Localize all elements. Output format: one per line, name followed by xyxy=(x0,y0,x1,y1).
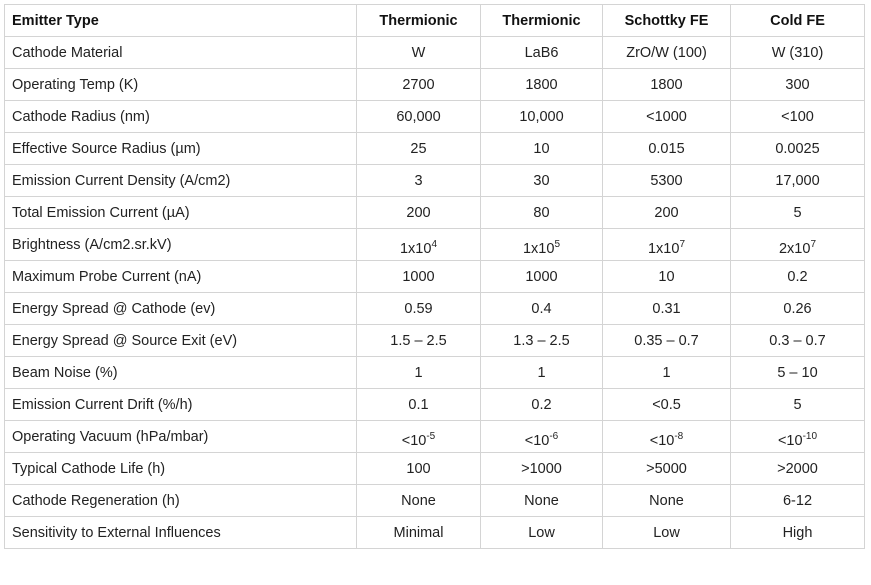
table-cell xyxy=(357,421,481,453)
cell-value xyxy=(531,301,551,317)
cell-text: 200 xyxy=(654,204,679,221)
table-cell xyxy=(603,453,731,485)
table-cell xyxy=(603,197,731,229)
cell-value xyxy=(513,333,569,349)
table-row xyxy=(5,101,865,133)
table-cell xyxy=(357,101,481,133)
row-label: Emission Current Density (A/cm2) xyxy=(5,165,357,197)
cell-text: 5 xyxy=(793,204,802,221)
table-row xyxy=(5,37,865,69)
cell-value xyxy=(650,77,682,93)
cell-text: W xyxy=(411,44,426,61)
cell-value xyxy=(781,109,814,125)
table-cell xyxy=(481,229,603,261)
cell-value xyxy=(654,205,678,221)
table-cell xyxy=(603,421,731,453)
table-row xyxy=(5,453,865,485)
cell-text: Low xyxy=(528,524,555,541)
cell-text: None xyxy=(401,492,436,509)
cell-text: 0.35 – 0.7 xyxy=(634,332,699,349)
cell-text: None xyxy=(649,492,684,509)
row-label: Typical Cathode Life (h) xyxy=(5,453,357,485)
cell-value xyxy=(537,365,545,381)
cell-text: Minimal xyxy=(393,524,444,541)
cell-value xyxy=(528,525,555,541)
cell-text: 0.2 xyxy=(787,268,808,285)
row-label: Beam Noise (%) xyxy=(5,357,357,389)
table-cell xyxy=(731,133,865,165)
table-cell xyxy=(481,485,603,517)
row-label: Energy Spread @ Cathode (ev) xyxy=(5,293,357,325)
cell-value xyxy=(408,397,428,413)
cell-text: 5 – 10 xyxy=(777,364,818,381)
cell-value xyxy=(533,141,549,157)
cell-text: 2x10 xyxy=(778,240,811,257)
table-cell xyxy=(603,165,731,197)
table-cell xyxy=(603,133,731,165)
table-cell xyxy=(357,229,481,261)
cell-text: >5000 xyxy=(646,460,687,477)
cell-text: LaB6 xyxy=(524,44,559,61)
table-cell xyxy=(481,133,603,165)
table-cell xyxy=(357,325,481,357)
cell-value xyxy=(414,173,422,189)
row-label: Emission Current Drift (%/h) xyxy=(5,389,357,421)
cell-value xyxy=(785,77,809,93)
cell-value xyxy=(793,205,801,221)
cell-text: <1000 xyxy=(646,108,687,125)
table-cell xyxy=(603,261,731,293)
cell-text: >2000 xyxy=(777,460,818,477)
cell-value xyxy=(649,493,684,509)
cell-text: 60,000 xyxy=(396,108,441,125)
header-cell: Emitter Type xyxy=(5,5,357,37)
cell-value xyxy=(769,333,825,349)
cell-text: 1 xyxy=(537,364,546,381)
row-label: Brightness (A/cm2.sr.kV) xyxy=(5,229,357,261)
cell-value xyxy=(662,365,670,381)
table-cell xyxy=(603,69,731,101)
table-cell xyxy=(603,37,731,69)
cell-value xyxy=(522,238,560,257)
table-cell xyxy=(481,453,603,485)
row-label: Energy Spread @ Source Exit (eV) xyxy=(5,325,357,357)
cell-value xyxy=(793,397,801,413)
cell-exponent: -8 xyxy=(674,430,684,442)
cell-value xyxy=(519,109,563,125)
cell-text: 300 xyxy=(785,76,810,93)
cell-value xyxy=(410,141,426,157)
cell-exponent: -10 xyxy=(802,430,818,442)
table-cell xyxy=(357,37,481,69)
table-cell xyxy=(731,389,865,421)
cell-text: High xyxy=(782,524,813,541)
cell-text: <10 xyxy=(524,432,550,449)
cell-value xyxy=(402,269,434,285)
header-cell: Schottky FE xyxy=(603,5,731,37)
cell-text: 0.0025 xyxy=(775,140,820,157)
cell-value xyxy=(394,525,444,541)
cell-text: 200 xyxy=(406,204,431,221)
table-cell xyxy=(481,69,603,101)
table-row xyxy=(5,165,865,197)
cell-text: 0.4 xyxy=(531,300,552,317)
cell-text: Low xyxy=(653,524,680,541)
cell-text: 80 xyxy=(533,204,550,221)
table-cell xyxy=(603,101,731,133)
table-row xyxy=(5,261,865,293)
cell-value xyxy=(634,333,699,349)
table-cell xyxy=(603,485,731,517)
cell-value xyxy=(646,461,687,477)
row-label: Total Emission Current (µA) xyxy=(5,197,357,229)
cell-text: 1x10 xyxy=(522,240,555,257)
cell-value xyxy=(401,493,436,509)
cell-text: <0.5 xyxy=(652,396,681,413)
cell-text: None xyxy=(524,492,559,509)
cell-text: 1000 xyxy=(525,268,558,285)
cell-text: <10 xyxy=(401,432,427,449)
cell-text: 2700 xyxy=(402,76,435,93)
cell-value xyxy=(396,109,440,125)
cell-exponent: -5 xyxy=(426,430,436,442)
cell-value xyxy=(775,173,819,189)
table-cell xyxy=(731,197,865,229)
table-row xyxy=(5,517,865,549)
cell-text: 25 xyxy=(410,140,427,157)
cell-value xyxy=(401,430,436,449)
cell-value xyxy=(777,461,818,477)
table-cell xyxy=(731,325,865,357)
table-cell xyxy=(357,357,481,389)
cell-text: 1.5 – 2.5 xyxy=(390,332,447,349)
header-row xyxy=(5,5,865,37)
cell-value xyxy=(525,77,557,93)
table-cell xyxy=(481,293,603,325)
table-cell xyxy=(357,197,481,229)
table-cell xyxy=(731,357,865,389)
row-label: Operating Temp (K) xyxy=(5,69,357,101)
table-cell xyxy=(481,389,603,421)
cell-value xyxy=(626,45,707,61)
cell-text: 1800 xyxy=(650,76,683,93)
table-cell xyxy=(731,261,865,293)
row-label: Sensitivity to External Influences xyxy=(5,517,357,549)
cell-value xyxy=(390,333,446,349)
cell-text: 5 xyxy=(793,396,802,413)
row-label: Cathode Material xyxy=(5,37,357,69)
cell-value xyxy=(658,269,674,285)
cell-text: 0.015 xyxy=(648,140,685,157)
cell-value xyxy=(778,238,816,257)
cell-text: 1x10 xyxy=(647,240,680,257)
table-cell xyxy=(481,517,603,549)
cell-value xyxy=(652,301,680,317)
cell-text: 1000 xyxy=(402,268,435,285)
table-cell xyxy=(481,357,603,389)
cell-value xyxy=(412,45,426,61)
cell-value xyxy=(521,461,562,477)
row-label: Cathode Radius (nm) xyxy=(5,101,357,133)
table-row xyxy=(5,485,865,517)
table-cell xyxy=(603,325,731,357)
cell-text: 6-12 xyxy=(782,492,813,509)
table-cell xyxy=(731,421,865,453)
cell-text: 0.1 xyxy=(408,396,429,413)
cell-text: W (310) xyxy=(771,44,824,61)
row-label: Maximum Probe Current (nA) xyxy=(5,261,357,293)
cell-value xyxy=(531,397,551,413)
cell-value xyxy=(650,173,682,189)
table-cell xyxy=(357,293,481,325)
row-label: Cathode Regeneration (h) xyxy=(5,485,357,517)
table-row xyxy=(5,293,865,325)
cell-value xyxy=(402,77,434,93)
cell-value xyxy=(787,269,807,285)
cell-value xyxy=(649,430,684,449)
table-cell xyxy=(481,325,603,357)
table-cell xyxy=(731,485,865,517)
cell-value xyxy=(777,430,818,449)
table-row xyxy=(5,69,865,101)
table-cell xyxy=(603,229,731,261)
cell-text: 100 xyxy=(406,460,431,477)
header-cell: Thermionic xyxy=(357,5,481,37)
row-label: Operating Vacuum (hPa/mbar) xyxy=(5,421,357,453)
table-cell xyxy=(731,37,865,69)
cell-value xyxy=(533,205,549,221)
table-cell xyxy=(731,517,865,549)
cell-value xyxy=(783,493,812,509)
cell-value xyxy=(783,301,811,317)
table-row xyxy=(5,389,865,421)
cell-text: 10 xyxy=(658,268,675,285)
table-row xyxy=(5,325,865,357)
cell-text: 1 xyxy=(414,364,423,381)
table-cell xyxy=(357,453,481,485)
cell-exponent: 4 xyxy=(431,238,437,250)
cell-text: 0.3 – 0.7 xyxy=(769,332,826,349)
cell-text: 5300 xyxy=(650,172,683,189)
cell-text: 0.2 xyxy=(531,396,552,413)
table-cell xyxy=(481,197,603,229)
table-cell xyxy=(731,101,865,133)
cell-value xyxy=(414,365,422,381)
table-cell xyxy=(357,69,481,101)
cell-value xyxy=(772,45,824,61)
cell-exponent: -6 xyxy=(549,430,559,442)
cell-value xyxy=(533,173,549,189)
cell-value xyxy=(525,45,559,61)
cell-value xyxy=(653,525,680,541)
row-label: Effective Source Radius (µm) xyxy=(5,133,357,165)
cell-text: <10 xyxy=(649,432,675,449)
emitter-comparison-table xyxy=(4,4,865,549)
table-cell xyxy=(603,357,731,389)
cell-text: 1 xyxy=(662,364,671,381)
cell-value xyxy=(777,365,817,381)
table-cell xyxy=(481,101,603,133)
header-cell: Cold FE xyxy=(731,5,865,37)
cell-value xyxy=(647,238,685,257)
cell-value xyxy=(646,109,687,125)
table-cell xyxy=(357,133,481,165)
table-cell xyxy=(357,261,481,293)
cell-text: 0.26 xyxy=(783,300,812,317)
table-cell xyxy=(731,229,865,261)
table-row xyxy=(5,357,865,389)
cell-value xyxy=(399,238,437,257)
cell-value xyxy=(775,141,819,157)
cell-value xyxy=(652,397,681,413)
table-cell xyxy=(357,165,481,197)
table-cell xyxy=(481,37,603,69)
cell-value xyxy=(783,525,813,541)
table-cell xyxy=(603,293,731,325)
table-body xyxy=(5,37,865,549)
table-cell xyxy=(731,69,865,101)
cell-value xyxy=(524,493,559,509)
cell-value xyxy=(406,461,430,477)
cell-text: 10,000 xyxy=(519,108,564,125)
table-cell xyxy=(731,453,865,485)
cell-text: 1x10 xyxy=(399,240,432,257)
table-row xyxy=(5,197,865,229)
cell-text: >1000 xyxy=(521,460,562,477)
cell-exponent: 7 xyxy=(679,238,685,250)
cell-text: 10 xyxy=(533,140,550,157)
table-cell xyxy=(481,421,603,453)
cell-text: 1.3 – 2.5 xyxy=(513,332,570,349)
header-cell: Thermionic xyxy=(481,5,603,37)
cell-value xyxy=(404,301,432,317)
cell-exponent: 5 xyxy=(554,238,560,250)
cell-exponent: 7 xyxy=(810,238,816,250)
cell-text: ZrO/W (100) xyxy=(626,44,707,61)
cell-value xyxy=(524,430,559,449)
cell-text: <100 xyxy=(781,108,814,125)
table-cell xyxy=(603,389,731,421)
table-cell xyxy=(357,485,481,517)
table-cell xyxy=(357,517,481,549)
cell-text: 1800 xyxy=(525,76,558,93)
table-cell xyxy=(357,389,481,421)
cell-text: 30 xyxy=(533,172,550,189)
table-header xyxy=(5,5,865,37)
cell-text: 0.59 xyxy=(404,300,433,317)
cell-text: <10 xyxy=(777,432,803,449)
cell-text: 3 xyxy=(414,172,423,189)
table-cell xyxy=(603,517,731,549)
table-row xyxy=(5,421,865,453)
table-cell xyxy=(731,293,865,325)
cell-value xyxy=(406,205,430,221)
table-cell xyxy=(481,261,603,293)
cell-text: 17,000 xyxy=(775,172,820,189)
cell-text: 0.31 xyxy=(652,300,681,317)
table-cell xyxy=(731,165,865,197)
table-row xyxy=(5,229,865,261)
table-cell xyxy=(481,165,603,197)
cell-value xyxy=(648,141,684,157)
cell-value xyxy=(525,269,557,285)
table-row xyxy=(5,133,865,165)
